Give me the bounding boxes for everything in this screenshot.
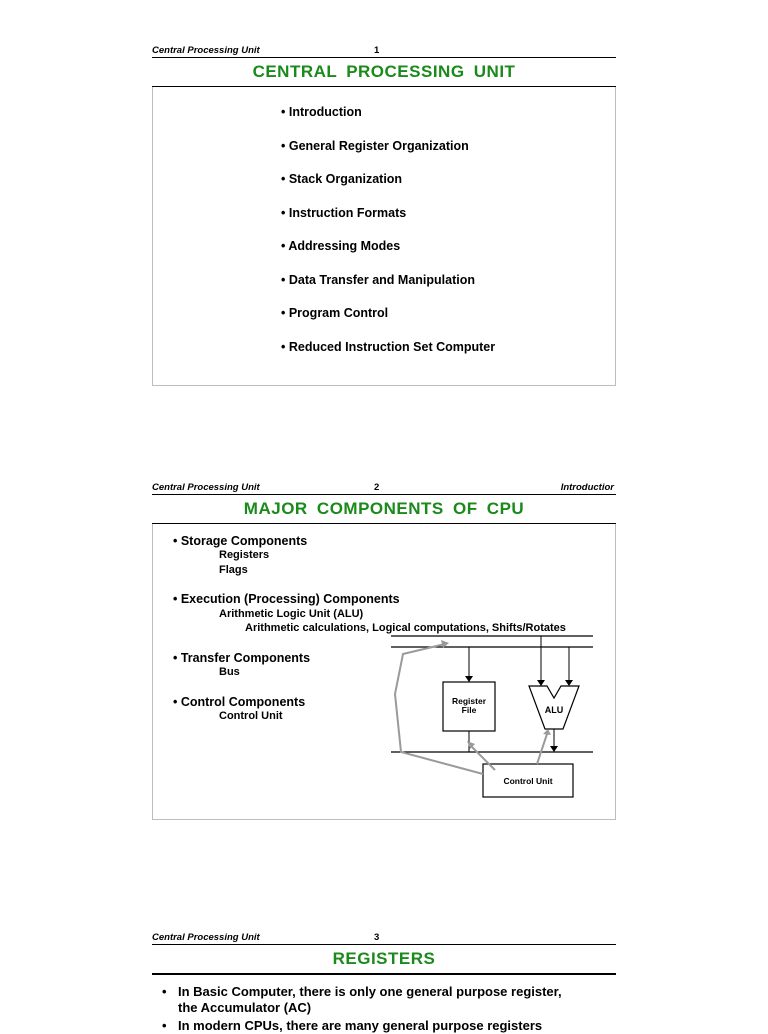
storage-heading: • Storage Components [173, 534, 308, 548]
control-signal-arrow [537, 734, 547, 764]
register-file-label: Register [451, 696, 487, 706]
slide-header [152, 930, 616, 944]
arrow-head [565, 680, 573, 686]
slide-title: REGISTERS [332, 949, 436, 968]
slide-header [152, 480, 616, 494]
bullet-marker: • [162, 1018, 167, 1033]
transfer-heading: • Transfer Components [173, 651, 311, 665]
topic-item: • Introduction [281, 105, 362, 119]
arrow-head [465, 676, 473, 682]
cpu-block-diagram [387, 634, 597, 814]
execution-sub-alu: Arithmetic Logic Unit (ALU) [219, 608, 364, 620]
topic-item: • Reduced Instruction Set Computer [281, 339, 496, 354]
slide-title-bar [152, 944, 616, 975]
slide-title-bar [152, 57, 616, 88]
register-file-label: File [461, 705, 477, 715]
page-number: 3 [374, 932, 380, 943]
topic-item: • Instruction Formats [281, 205, 407, 220]
transfer-sub-bus: Bus [219, 666, 240, 678]
topic-item: • Data Transfer and Manipulation [281, 272, 475, 287]
bullet-text: In Basic Computer, there is only one general purpose register, [178, 984, 562, 999]
slide-header [152, 43, 616, 57]
header-course-title: Central Processing Unit [152, 482, 260, 493]
slide-3 [152, 930, 616, 1033]
control-unit-label: Control Unit [503, 776, 553, 786]
arrow-head [543, 729, 551, 735]
page-number: 2 [374, 482, 380, 493]
storage-sub-flags: Flags [219, 564, 248, 576]
bullet-text: In modern CPUs, there are many general purpose registers [178, 1018, 543, 1033]
execution-sub-detail: Arithmetic calculations, Logical computations, Shifts/Rotates [245, 622, 566, 634]
arrow-head [537, 680, 545, 686]
slide-body [152, 87, 616, 386]
topic-item: • General Register Organization [281, 138, 469, 153]
storage-sub-registers: Registers [219, 549, 270, 561]
bullet-text: the Accumulator (AC) [178, 1000, 312, 1015]
alu-label: ALU [544, 705, 564, 715]
bullet-marker: • [162, 984, 167, 999]
topic-item: • Addressing Modes [281, 239, 401, 253]
slide-title-bar [152, 494, 616, 525]
arrow-head [550, 746, 558, 752]
page-number: 1 [374, 45, 380, 56]
header-course-title: Central Processing Unit [152, 45, 260, 56]
execution-heading: • Execution (Processing) Components [173, 592, 400, 606]
topic-item: • Stack Organization [281, 172, 403, 186]
header-course-title: Central Processing Unit [152, 932, 260, 943]
control-sub-unit: Control Unit [219, 710, 283, 722]
header-section-title: Introductior [560, 482, 614, 493]
slide-body [152, 524, 616, 820]
bullet-item [162, 1018, 562, 1034]
control-heading: • Control Components [173, 695, 306, 709]
bullet-item [162, 984, 562, 1016]
slide-title: MAJOR COMPONENTS OF CPU [243, 499, 525, 518]
register-bullets [162, 984, 562, 1034]
topic-item: • Program Control [281, 306, 389, 320]
topic-list [281, 105, 495, 373]
slide-2 [152, 480, 616, 820]
slide-title: CENTRAL PROCESSING UNIT [252, 62, 516, 81]
slide-1 [152, 43, 616, 388]
